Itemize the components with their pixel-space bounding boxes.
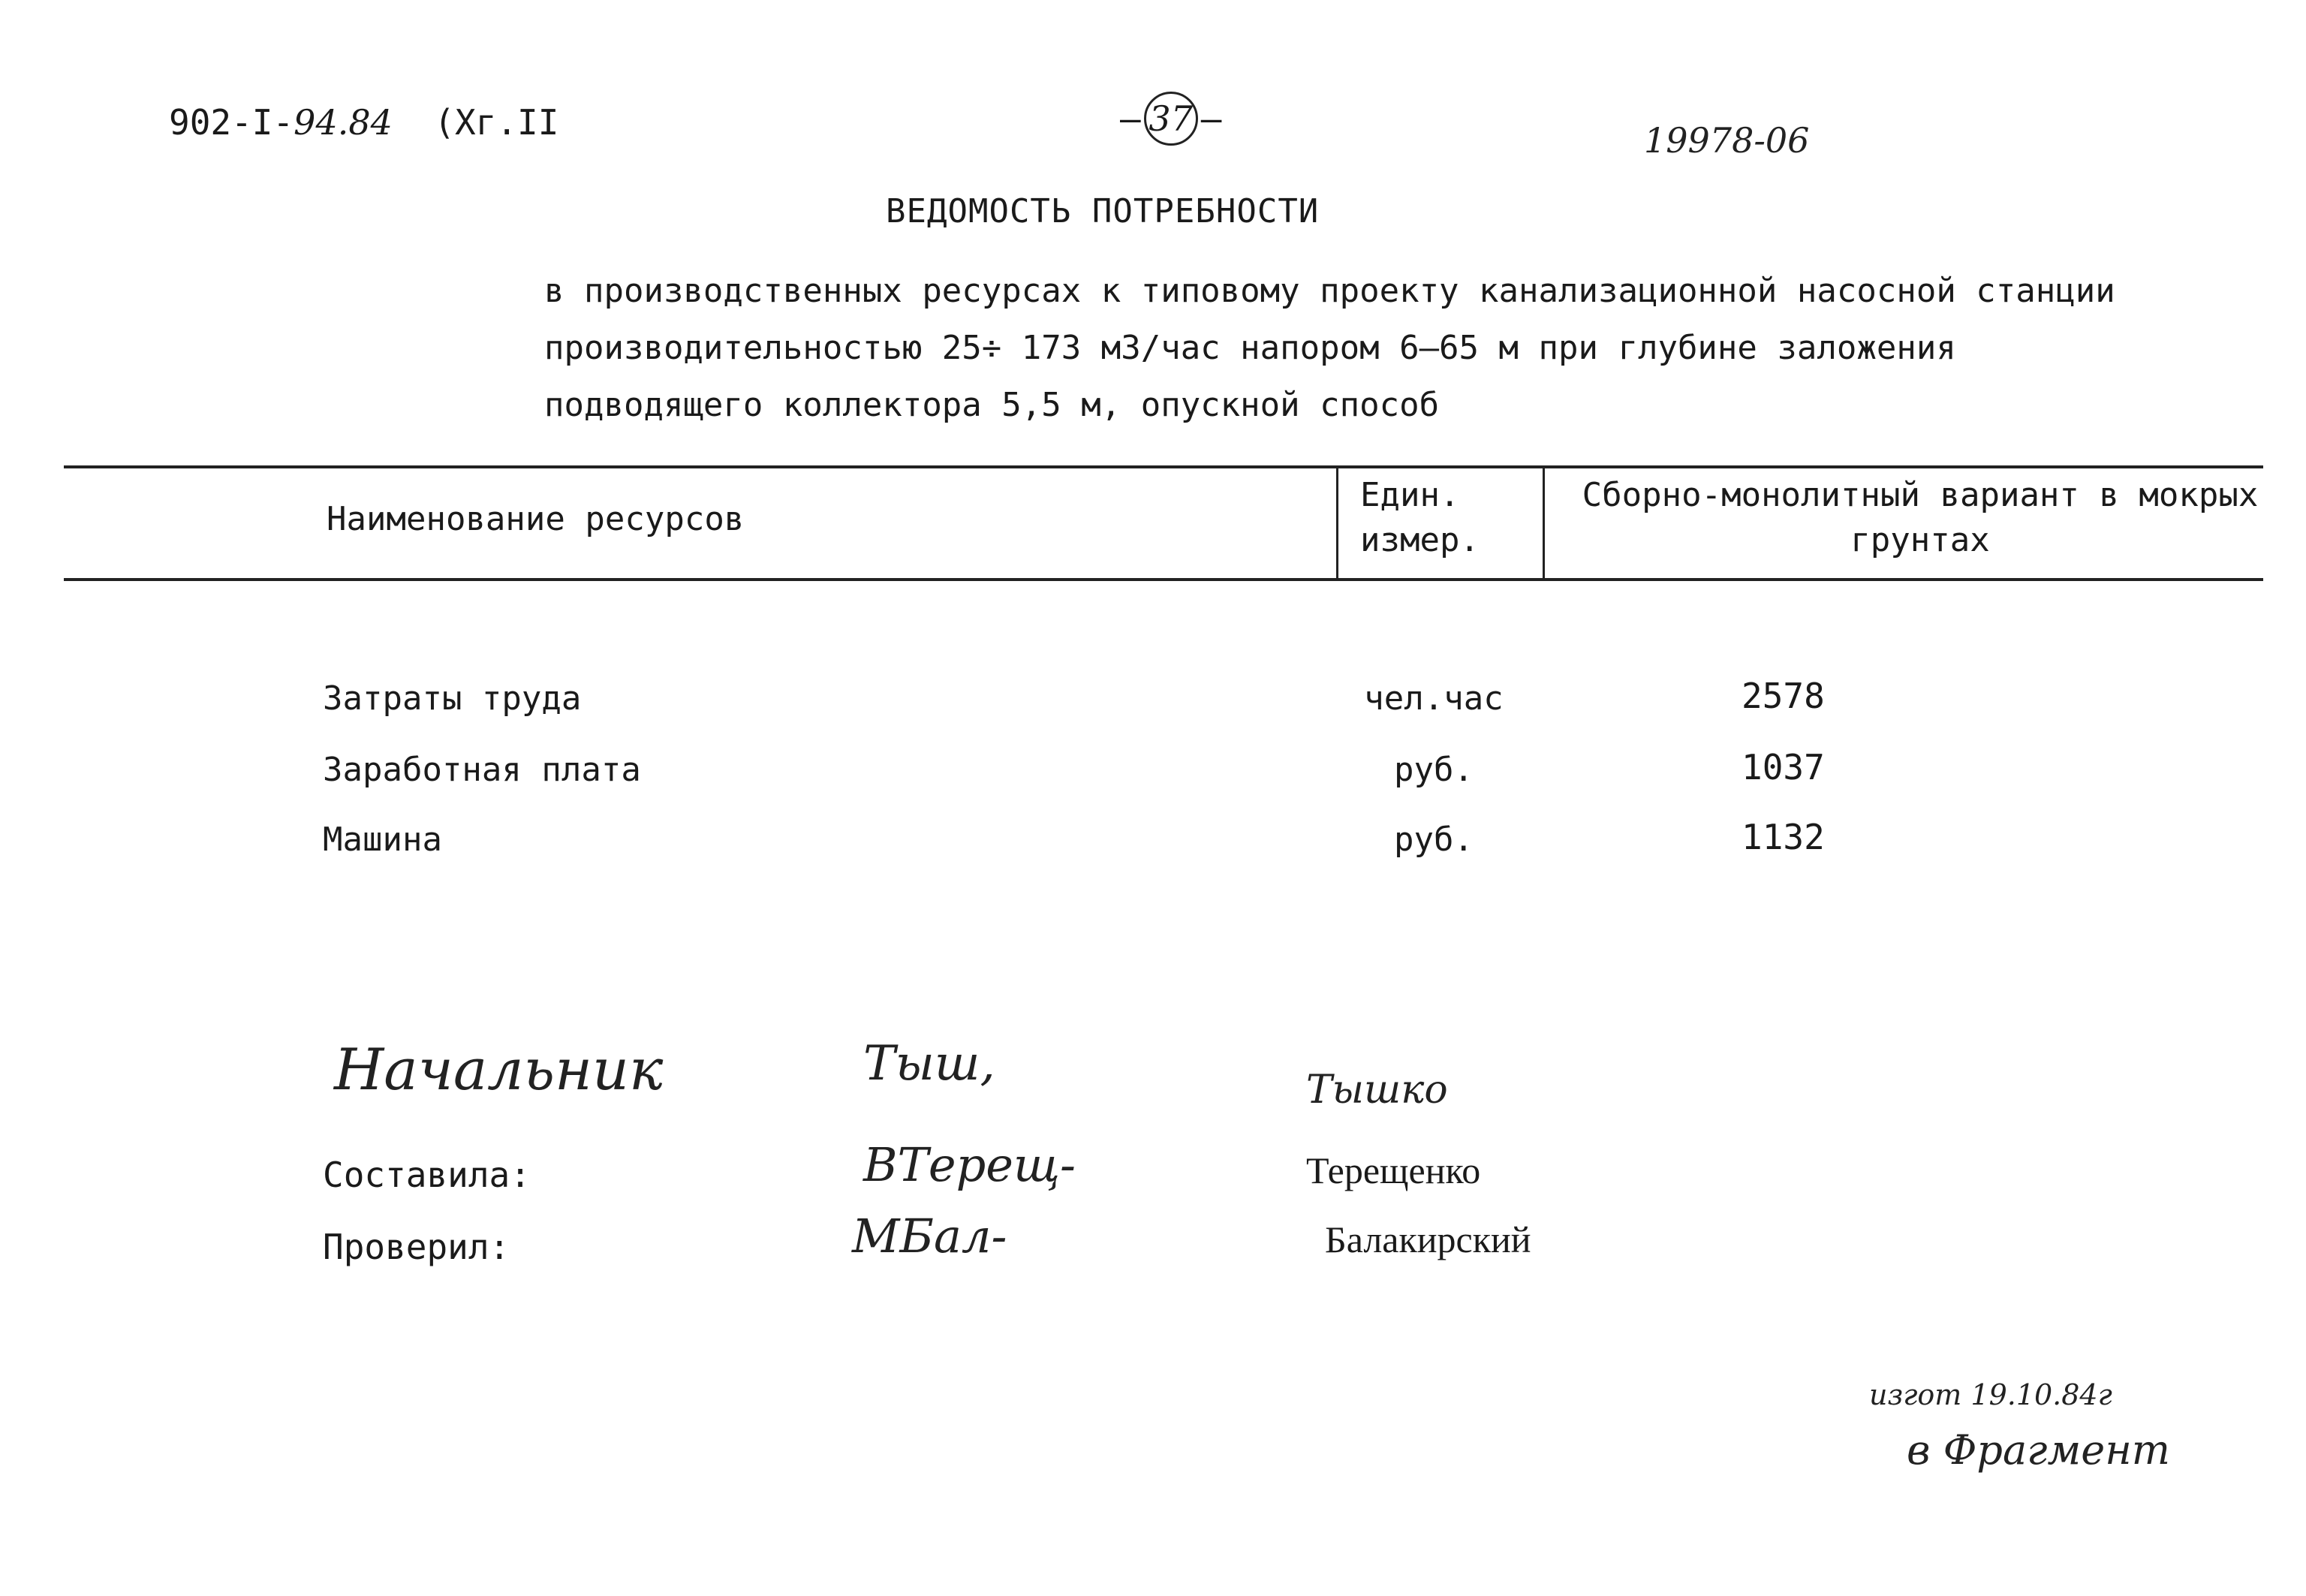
page-number: 37: [1144, 92, 1198, 146]
table-row-name: Машина: [323, 821, 442, 859]
inventory-number: 19978-06: [1644, 120, 1810, 161]
column-header-unit: Един. измер.: [1360, 476, 1480, 559]
table-divider-2: [1543, 465, 1545, 580]
checked-by-signature: МБал-: [852, 1209, 1007, 1263]
column-header-variant: Сборно-монолитный вариант в мокрых грунтах: [1582, 476, 2259, 559]
table-divider-1: [1336, 465, 1338, 580]
handwritten-note-date: изгот 19.10.84г: [1869, 1378, 2112, 1411]
handwritten-note-stamp: в Фрагмент: [1907, 1426, 2170, 1474]
table-header-bottom-rule: [64, 578, 2263, 581]
compiled-by-signature: ВТерещ-: [863, 1137, 1076, 1192]
table-row-value: 1037: [1742, 747, 1825, 787]
chief-label: Начальник: [334, 1036, 664, 1103]
compiled-by-label: Составила:: [323, 1155, 531, 1195]
table-row-unit: руб.: [1394, 821, 1474, 859]
document-code-handwritten: 94.84: [294, 102, 393, 143]
checked-by-label: Проверил:: [323, 1227, 510, 1267]
table-row-value: 1132: [1742, 817, 1825, 857]
table-row-name: Затраты труда: [323, 679, 582, 718]
table-top-rule: [64, 465, 2263, 468]
table-row-unit: руб.: [1394, 751, 1474, 789]
checked-by-name: Балакирский: [1325, 1218, 1531, 1260]
page-number-block: – 37 –: [1120, 92, 1221, 146]
document-code-suffix: (Хг.II: [434, 102, 559, 143]
chief-signature: Тыш,: [863, 1036, 995, 1092]
compiled-by-name: Терещенко: [1306, 1149, 1481, 1191]
table-row-unit: чел.час: [1364, 679, 1504, 718]
document-subtitle: в производственных ресурсах к типовому проекту канализационной насосной станции производительностью 25÷ 173 м3/час напором 6–65 м при глубине заложения подводящего коллектора 5,5 м, опускной способ: [544, 272, 2115, 424]
document-title: ВЕДОМОСТЬ ПОТРЕБНОСТИ: [886, 192, 1320, 230]
document-code: [169, 102, 558, 143]
table-row-name: Заработная плата: [323, 751, 641, 789]
chief-name: Тышко: [1306, 1068, 1448, 1113]
table-row-value: 2578: [1742, 676, 1825, 716]
column-header-name: Наименование ресурсов: [327, 500, 745, 538]
document-code-printed: 902-I-: [169, 102, 294, 143]
